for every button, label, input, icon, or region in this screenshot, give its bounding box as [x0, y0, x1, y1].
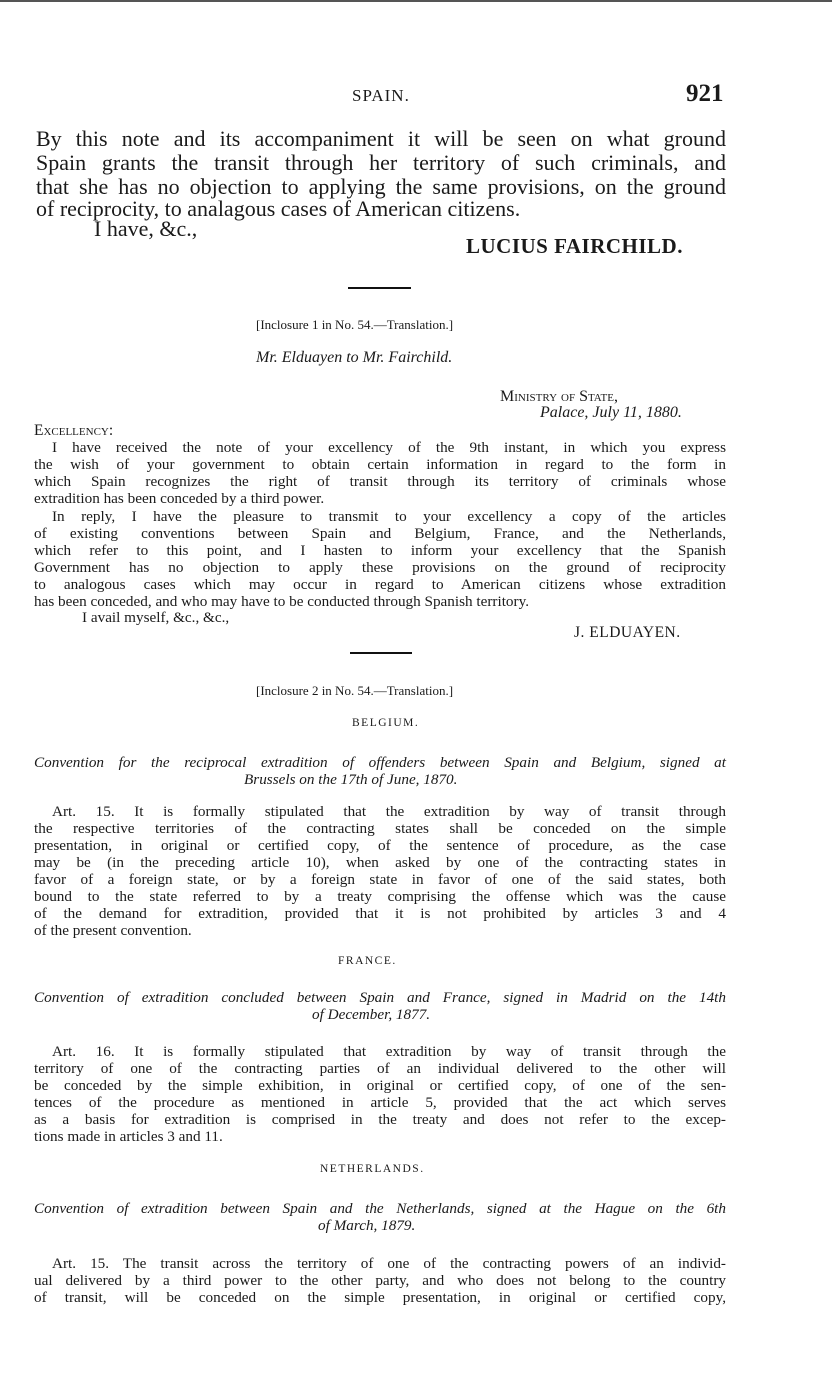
paragraph-line: which Spain recognizes the right of transit through its territory of criminals whose	[34, 473, 726, 490]
article-line: tions made in articles 3 and 11.	[34, 1128, 223, 1145]
article-line: Art. 16. It is formally stipulated that extradition by way of transit through the	[52, 1043, 726, 1060]
salutation: Excellency:	[34, 422, 114, 439]
closing: I avail myself, &c., &c.,	[82, 609, 230, 626]
paragraph-line: extradition has been conceded by a third power.	[34, 490, 325, 507]
convention-title: Convention of extradition concluded between Spain and France, signed in Madrid on the 14th	[34, 989, 726, 1006]
article-line: may be (in the preceding article 10), when asked by one of the contracting states in	[34, 854, 726, 871]
article-line: territory of one of the contracting parties of an individual delivered to the other will	[34, 1060, 726, 1077]
convention-title: Convention of extradition between Spain and the Netherlands, signed at the Hague on the 6th	[34, 1200, 726, 1217]
signature: J. ELDUAYEN.	[574, 624, 681, 641]
convention-title: Convention for the reciprocal extradition of offenders between Spain and Belgium, signed at	[34, 754, 726, 771]
running-head: SPAIN.	[352, 86, 410, 105]
paragraph-line: Government has no objection to apply these provisions on the ground of reciprocity	[34, 559, 726, 576]
article-line: ual delivered by a third power to the other party, and who does not belong to the country	[34, 1272, 726, 1289]
paragraph-line: to analogous cases which may occur in regard to American citizens whose extradition	[34, 576, 726, 593]
paragraph-line: In reply, I have the pleasure to transmit to your excellency a copy of the articles	[52, 508, 726, 525]
section-divider	[350, 652, 412, 654]
section-divider	[348, 287, 411, 289]
inclosure-caption: [Inclosure 1 in No. 54.—Translation.]	[256, 317, 454, 332]
letter-line: of reciprocity, to analagous cases of American citizens.	[36, 196, 521, 221]
section-heading-belgium: BELGIUM.	[352, 717, 420, 729]
top-border-rule	[0, 0, 832, 2]
letter-line: Spain grants the transit through her territory of such criminals, and	[36, 150, 726, 175]
dateline-place: Ministry of State,	[500, 388, 618, 405]
article-line: as a basis for extradition is comprised in the treaty and does not refer to the excep-	[34, 1111, 726, 1128]
inclosure-caption: [Inclosure 2 in No. 54.—Translation.]	[256, 683, 454, 698]
article-line: Art. 15. The transit across the territory of one of the contracting powers of an individ-	[52, 1255, 726, 1272]
page-number: 921	[686, 80, 724, 107]
article-line: bound to the state referred to by a treaty comprising the offense which was the cause	[34, 888, 726, 905]
letter-signature: LUCIUS FAIRCHILD.	[466, 234, 683, 258]
convention-title: of March, 1879.	[318, 1217, 416, 1234]
article-line: of transit, will be conceded on the simple presentation, in original or certified copy,	[34, 1289, 726, 1306]
article-line: of the demand for extradition, provided that it is not prohibited by articles 3 and 4	[34, 905, 726, 922]
article-line: be conceded by the simple exhibition, in original or certified copy, of one of the sen-	[34, 1077, 726, 1094]
paragraph-line: has been conceded, and who may have to be conducted through Spanish territory.	[34, 593, 529, 610]
paragraph-line: the wish of your government to obtain certain information in regard to the form in	[34, 456, 726, 473]
article-line: of the present convention.	[34, 922, 192, 939]
convention-title: Brussels on the 17th of June, 1870.	[244, 771, 458, 788]
dateline-date: Palace, July 11, 1880.	[540, 404, 682, 421]
article-line: the respective territories of the contracting states shall be conceded on the simple	[34, 820, 726, 837]
letter-line: By this note and its accompaniment it will be seen on what ground	[36, 126, 726, 151]
article-line: tences of the procedure as mentioned in article 5, provided that the act which serves	[34, 1094, 726, 1111]
article-line: Art. 15. It is formally stipulated that the extradition by way of transit through	[52, 803, 726, 820]
letter-line: that she has no objection to applying the same provisions, on the ground	[36, 174, 726, 199]
article-line: presentation, in original or certified copy, of the sentence of procedure, as the case	[34, 837, 726, 854]
convention-title: of December, 1877.	[312, 1006, 431, 1023]
paragraph-line: which refer to this point, and I hasten to inform your excellency that the Spanish	[34, 542, 726, 559]
paragraph-line: I have received the note of your excellency of the 9th instant, in which you express	[52, 439, 726, 456]
letter-closing: I have, &c.,	[94, 216, 198, 241]
section-heading-france: FRANCE.	[338, 955, 397, 967]
paragraph-line: of existing conventions between Spain and Belgium, France, and the Netherlands,	[34, 525, 726, 542]
article-line: favor of a foreign state, or by a foreign state in favor of one of the said states, both	[34, 871, 726, 888]
inclosure-title: Mr. Elduayen to Mr. Fairchild.	[256, 349, 453, 366]
section-heading-netherlands: NETHERLANDS.	[320, 1163, 425, 1175]
